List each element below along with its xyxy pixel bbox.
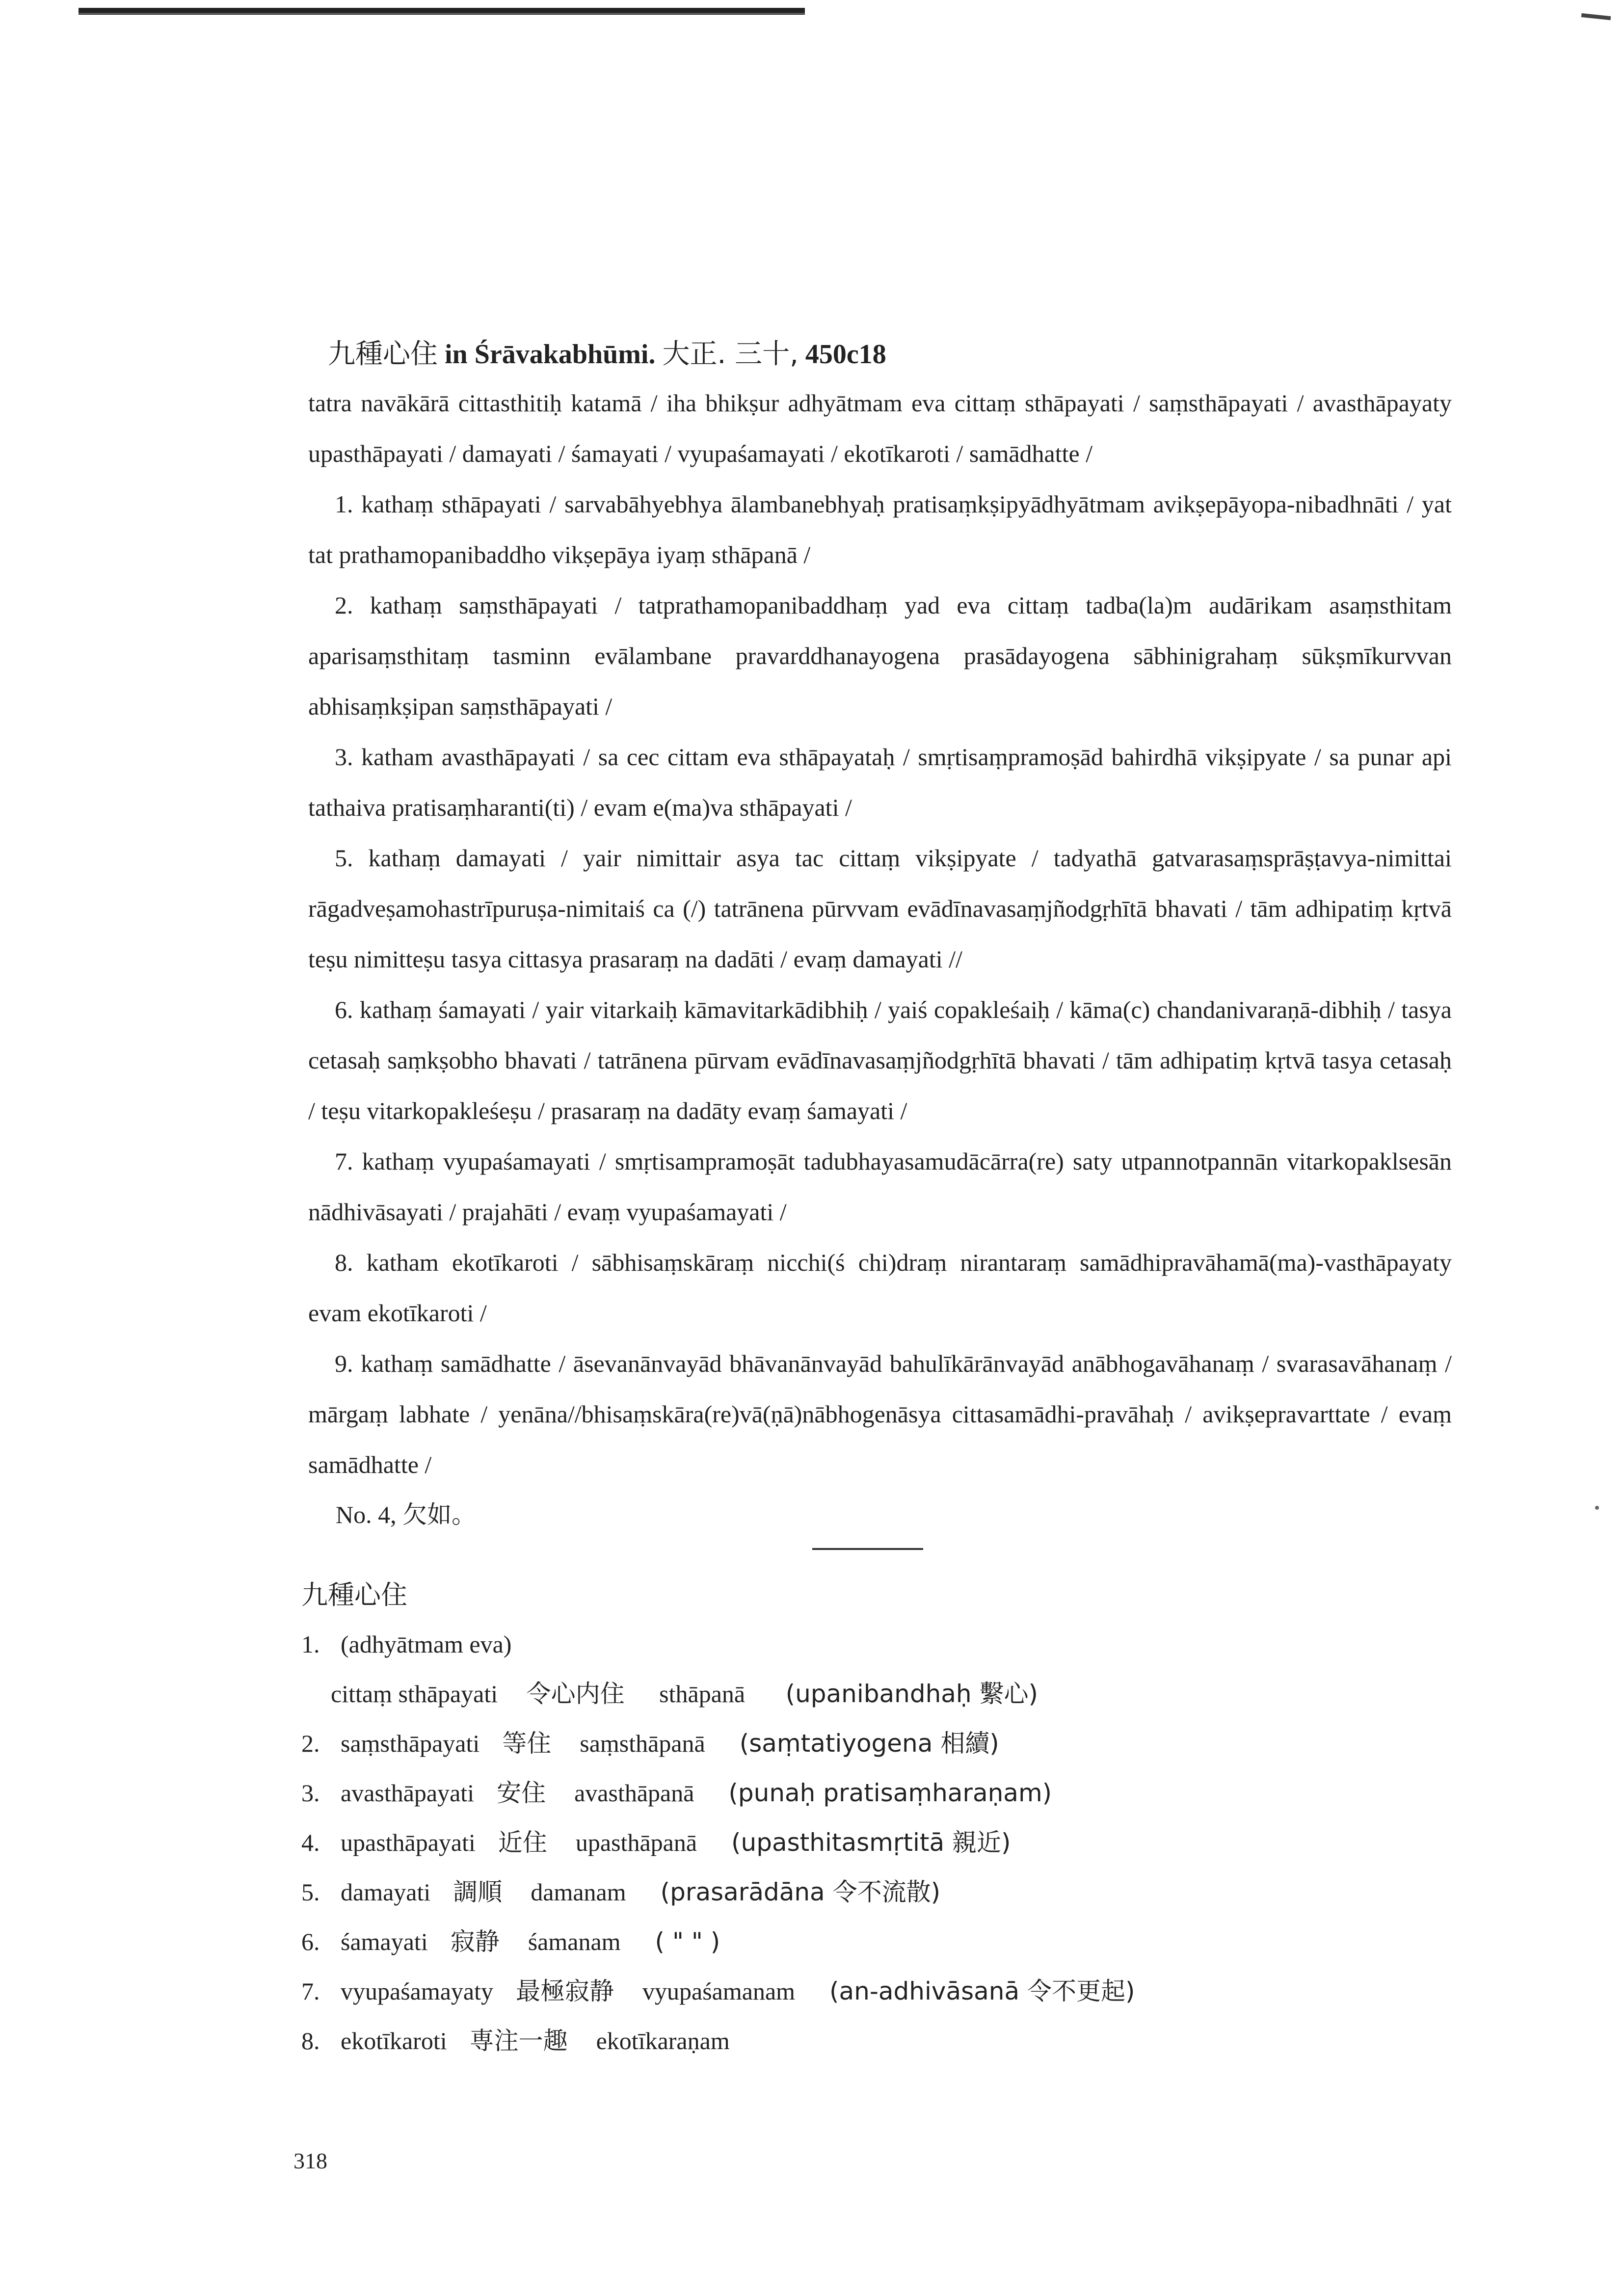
item-verb: vyupaśamayaty [341, 1977, 494, 2005]
page-number: 318 [293, 2148, 327, 2173]
item-number: 3. [301, 1779, 320, 1807]
item-number: 6. [301, 1928, 320, 1955]
heading-source: 大正. 三十, [662, 338, 799, 370]
item-number: 1. [301, 1630, 320, 1658]
item-number: 7. [301, 1977, 320, 2005]
item-gloss: (upanibandhaḥ 繫心) [785, 1680, 1038, 1708]
list-item [301, 1967, 1452, 2016]
item-noun: avasthāpanā [574, 1779, 694, 1807]
item-cjk: 近住 [498, 1828, 547, 1857]
item-noun: upasthāpanā [575, 1829, 697, 1856]
item-cjk: 令心内住 [526, 1680, 625, 1708]
item-number: 8. [301, 2027, 320, 2055]
section-heading [328, 334, 1452, 375]
item-cjk: 等住 [502, 1729, 552, 1758]
heading-title: Śrāvakabhūmi. [474, 339, 656, 370]
scan-speck [1595, 1506, 1599, 1510]
item-gloss: (upasthitasmṛtitā 親近) [731, 1828, 1011, 1857]
scan-edge-line [79, 13, 805, 14]
list-item [301, 1719, 1452, 1768]
item-number: 2. [301, 1730, 320, 1757]
item-verb: damayati [341, 1878, 431, 1906]
item-verb: upasthāpayati [341, 1829, 476, 1856]
list-item [301, 1669, 1452, 1719]
paragraph: 6. kathaṃ śamayati / yair vitarkaiḥ kāmavitarkādibhiḥ / yaiś copakleśaiḥ / kāma(c) chandanivaraṇā-dibhiḥ / tasya cetasaḥ saṃkṣobho bhavati / tatrānena pūrvam evādīnavasaṃjñodgṛhītā bhavati / tām adhipatiṃ kṛtvā tasya cetasaḥ / teṣu vitarkopakleśeṣu / prasaraṃ na dadāty evaṃ śamayati / [308, 996, 1452, 1124]
item-verb: avasthāpayati [341, 1779, 475, 1807]
item-noun: damanam [531, 1878, 626, 1906]
note [336, 1490, 1452, 1539]
summary-items [301, 1719, 1452, 2066]
item-gloss: (prasarādāna 令不流散) [660, 1878, 941, 1906]
item-verb: śamayati [341, 1928, 428, 1955]
item-verb: ekotīkaroti [341, 2027, 447, 2055]
note-label: No. 4, [336, 1501, 397, 1528]
item-cjk: 専注一趣 [469, 2027, 568, 2055]
paragraph: 9. kathaṃ samādhatte / āsevanānvayād bhāvanānvayād bahulīkārānvayād anābhogavāhanaṃ / svarasavāhanaṃ / mārgaṃ labhate / yenāna//bhisaṃskāra(re)vā(ṇā)nābhogenāsya cittasamādhi-pravāhaḥ / avikṣepravarttate / evaṃ samādhatte / [308, 1350, 1452, 1478]
note-cjk: 欠如。 [402, 1500, 477, 1529]
item-noun: saṃsthāpanā [580, 1730, 705, 1757]
paragraph: 5. kathaṃ damayati / yair nimittair asya tac cittaṃ vikṣipyate / tadyathā gatvarasaṃsprāṣṭavya-nimittai rāgadveṣamohastrīpuruṣa-nimitaiś ca (/) tatrānena pūrvvam evādīnavasaṃjñodgṛhītā bhavati / tām adhipatiṃ kṛtvā teṣu nimitteṣu tasya cittasya prasaraṃ na dadāti / evaṃ damayati // [308, 844, 1452, 973]
list-item [301, 1868, 1452, 1917]
item-cjk: 安住 [497, 1779, 546, 1807]
item-verb: saṃsthāpayati [341, 1730, 480, 1757]
item-cjk: 寂静 [450, 1927, 500, 1956]
item-gloss: (saṃtatiyogena 相續) [739, 1729, 999, 1758]
list-item [301, 1768, 1452, 1818]
summary-list [301, 1571, 1452, 2066]
summary-title: 九種心住 [301, 1579, 407, 1610]
list-item [301, 1818, 1452, 1868]
sanskrit-text [308, 378, 1452, 1490]
item-number: 5. [301, 1878, 320, 1906]
item-gloss: ( " " ) [655, 1927, 720, 1956]
paragraph: 7. kathaṃ vyupaśamayati / smṛtisampramoṣāt tadubhayasamudācārra(re) saty utpannotpannān vitarkopaklsesān nādhivāsayati / prajahāti / evaṃ vyupaśamayati / [308, 1148, 1452, 1226]
item-noun: śamanam [528, 1928, 621, 1955]
heading-in: in [445, 339, 468, 370]
list-item [301, 1917, 1452, 1967]
list-item [301, 2016, 1452, 2066]
item-noun: sthāpanā [659, 1680, 745, 1708]
main-content [301, 334, 1452, 2066]
list-item [301, 1620, 1452, 1669]
item-noun: ekotīkaraṇam [596, 2027, 730, 2055]
paragraph: 8. katham ekotīkaroti / sābhisaṃskāraṃ nicchi(ś chi)draṃ nirantaraṃ samādhipravāhamā(ma)-vasthāpayaty evam ekotīkaroti / [308, 1249, 1452, 1327]
item-header-text: (adhyātmam eva) [341, 1630, 512, 1658]
heading-cjk-title: 九種心住 [328, 338, 438, 370]
item-verb: cittaṃ sthāpayati [331, 1680, 498, 1708]
item-number: 4. [301, 1829, 320, 1856]
item-cjk: 最極寂静 [516, 1977, 614, 2005]
scan-corner-mark [1581, 13, 1611, 20]
paragraph: 1. kathaṃ sthāpayati / sarvabāhyebhya ālambanebhyaḥ pratisaṃkṣipyādhyātmam avikṣepāyopa-nibadhnāti / yat tat prathamopanibaddho vikṣepāya iyaṃ sthāpanā / [308, 490, 1452, 568]
paragraph: 2. kathaṃ saṃsthāpayati / tatprathamopanibaddhaṃ yad eva cittaṃ tadba(la)m audārikam asaṃsthitam aparisaṃsthitaṃ tasminn evālambane pravarddhanayogena prasādayogena sābhinigrahaṃ sūkṣmīkurvvan abhisaṃkṣipan saṃsthāpayati / [308, 591, 1452, 720]
item-noun: vyupaśamanam [642, 1977, 796, 2005]
item-gloss: (an-adhivāsanā 令不更起) [829, 1977, 1135, 2005]
paragraph: tatra navākārā cittasthitiḥ katamā / iha bhikṣur adhyātmam eva cittaṃ sthāpayati / saṃsthāpayati / avasthāpayaty upasthāpayati / damayati / śamayati / vyupaśamayati / ekotīkaroti / samādhatte / [308, 389, 1452, 467]
paragraph: 3. katham avasthāpayati / sa cec cittam eva sthāpayataḥ / smṛtisaṃpramoṣād bahirdhā vikṣipyate / sa punar api tathaiva pratisaṃharanti(ti) / evam e(ma)va sthāpayati / [308, 743, 1452, 821]
section-divider [812, 1548, 923, 1550]
item-gloss: (punaḥ pratisaṃharaṇam) [728, 1779, 1052, 1807]
heading-ref: 450c18 [805, 339, 886, 370]
item-cjk: 調順 [453, 1878, 503, 1906]
